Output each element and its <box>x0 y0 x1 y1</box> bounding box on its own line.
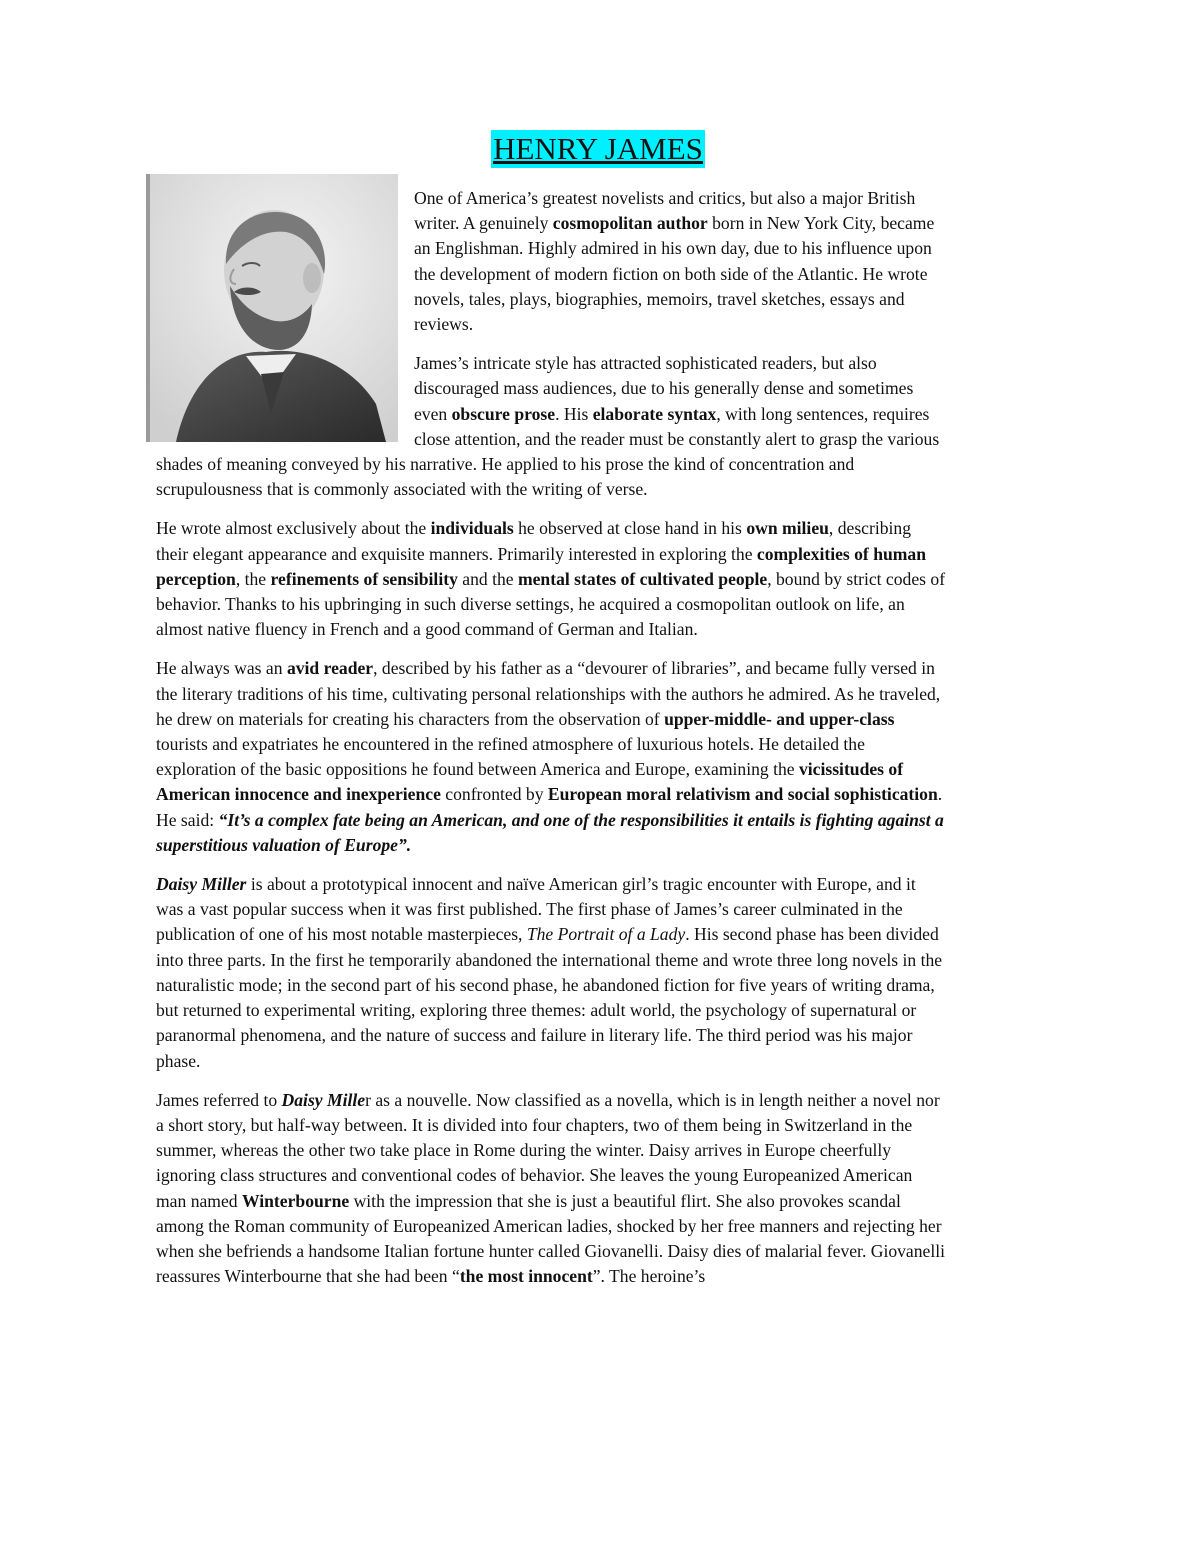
bold-italic-text: Daisy Miller <box>156 874 247 895</box>
bold-italic-text: “It’s a complex fate being an American, and one of the responsibilities it entails is fighting against a superstitious valuation of Europe”. <box>156 809 944 855</box>
italic-text: The Portrait of a Lady <box>526 924 686 945</box>
text-run: . His <box>555 403 593 424</box>
text-run: ”. The heroine’s <box>592 1266 706 1287</box>
portrait-drawing <box>146 174 398 442</box>
bold-text: vicissitudes of American innocence and inexperience <box>156 759 904 805</box>
bold-text: upper-middle- and upper-class <box>664 708 895 729</box>
body-paragraph <box>156 872 946 1074</box>
text-run: , with long sentences, requires close attention, and the reader must be constantly alert to grasp the various shades of meaning conveyed by his narrative. He applied to his prose the kind of concentration and scrupulousness that is commonly associated with the writing of verse. <box>156 403 940 500</box>
text-run: He always was an <box>156 658 287 679</box>
text-run: he observed at close hand in his <box>513 518 747 539</box>
document-body <box>156 186 946 1303</box>
page-title: HENRY JAMES <box>493 131 703 166</box>
text-run: confronted by <box>440 784 548 805</box>
bold-text: refinements of sensibility <box>270 568 458 589</box>
bold-text: individuals <box>430 518 514 539</box>
text-run: is about a prototypical innocent and naïve American girl’s tragic encounter with Europe, and it was a vast popular success when it was first published. The first phase of James’s career culminated in the publication of one of his most notable masterpieces, <box>156 874 916 945</box>
bold-text: cosmopolitan author <box>552 213 708 234</box>
bold-text: complexities of human perception <box>156 543 926 589</box>
bold-text: mental states of cultivated people <box>517 568 768 589</box>
title-container <box>0 130 1200 168</box>
text-run: r as a nouvelle. Now classified as a novella, which is in length neither a novel nor a short story, but half-way between. It is divided into four chapters, two of them being in Switzerland in the summer, whereas the other two take place in Rome during the winter. Daisy arrives in Europe cheerfully ignoring class structures and conventional codes of behavior. She leaves the young Europeanized American man named <box>156 1089 940 1211</box>
text-run: , the <box>235 568 271 589</box>
bold-text: own milieu <box>746 518 829 539</box>
bold-italic-text: Daisy Mille <box>281 1089 366 1110</box>
text-run: James’s intricate style has attracted sophisticated readers, but also discouraged mass audiences, due to his generally dense and sometimes even <box>414 353 914 424</box>
text-run: and the <box>457 568 518 589</box>
text-run: James referred to <box>156 1089 282 1110</box>
text-run: with the impression that she is just a beautiful flirt. She also provokes scandal among the Roman community of Europeanized American ladies, shocked by her free manners and rejecting her when she befriends a handsome Italian fortune hunter called Giovanelli. Daisy dies of malarial fever. Giovanelli reassures Winterbourne that she had been “ <box>156 1190 946 1287</box>
portrait-photo-icon <box>146 174 398 442</box>
body-paragraph <box>156 656 946 858</box>
text-run: , bound by strict codes of behavior. Thanks to his upbringing in such diverse settings, he acquired a cosmopolitan outlook on life, an almost native fluency in French and a good command of German and Italian. <box>156 568 946 640</box>
text-run: tourists and expatriates he encountered in the refined atmosphere of luxurious hotels. He detailed the exploration of the basic oppositions he found between America and Europe, examining the <box>156 734 865 780</box>
bold-text: obscure prose <box>451 403 556 424</box>
bold-text: avid reader <box>286 658 374 679</box>
text-run: , described by his father as a “devourer of libraries”, and became fully versed in the literary traditions of his time, cultivating personal relationships with the authors he admired. As he traveled, he drew on materials for creating his characters from the observation of <box>156 658 941 729</box>
text-run: One of America’s greatest novelists and critics, but also a major British writer. A genuinely <box>414 188 916 234</box>
bold-text: the most innocent <box>459 1266 593 1287</box>
text-run: . He said: <box>156 784 943 830</box>
text-run: , describing their elegant appearance and exquisite manners. Primarily interested in exploring the <box>156 518 912 564</box>
text-run: He wrote almost exclusively about the <box>156 518 431 539</box>
text-run: . His second phase has been divided into three parts. In the first he temporarily abandoned the international theme and wrote three long novels in the naturalistic mode; in the second part of his second phase, he abandoned fiction for five years of writing drama, but returned to experimental writing, exploring three themes: adult world, the psychology of supernatural or paranormal phenomena, and the nature of success and failure in literary life. The third period was his major phase. <box>156 924 943 1071</box>
body-paragraph <box>156 1088 946 1290</box>
bold-text: European moral relativism and social sophistication <box>547 784 938 805</box>
text-run: born in New York City, became an Englishman. Highly admired in his own day, due to his influence upon the development of modern fiction on both side of the Atlantic. He wrote novels, tales, plays, biographies, memoirs, travel sketches, essays and reviews. <box>414 213 935 335</box>
bold-text: Winterbourne <box>241 1190 350 1211</box>
body-paragraph <box>156 516 946 642</box>
bold-text: elaborate syntax <box>592 403 717 424</box>
